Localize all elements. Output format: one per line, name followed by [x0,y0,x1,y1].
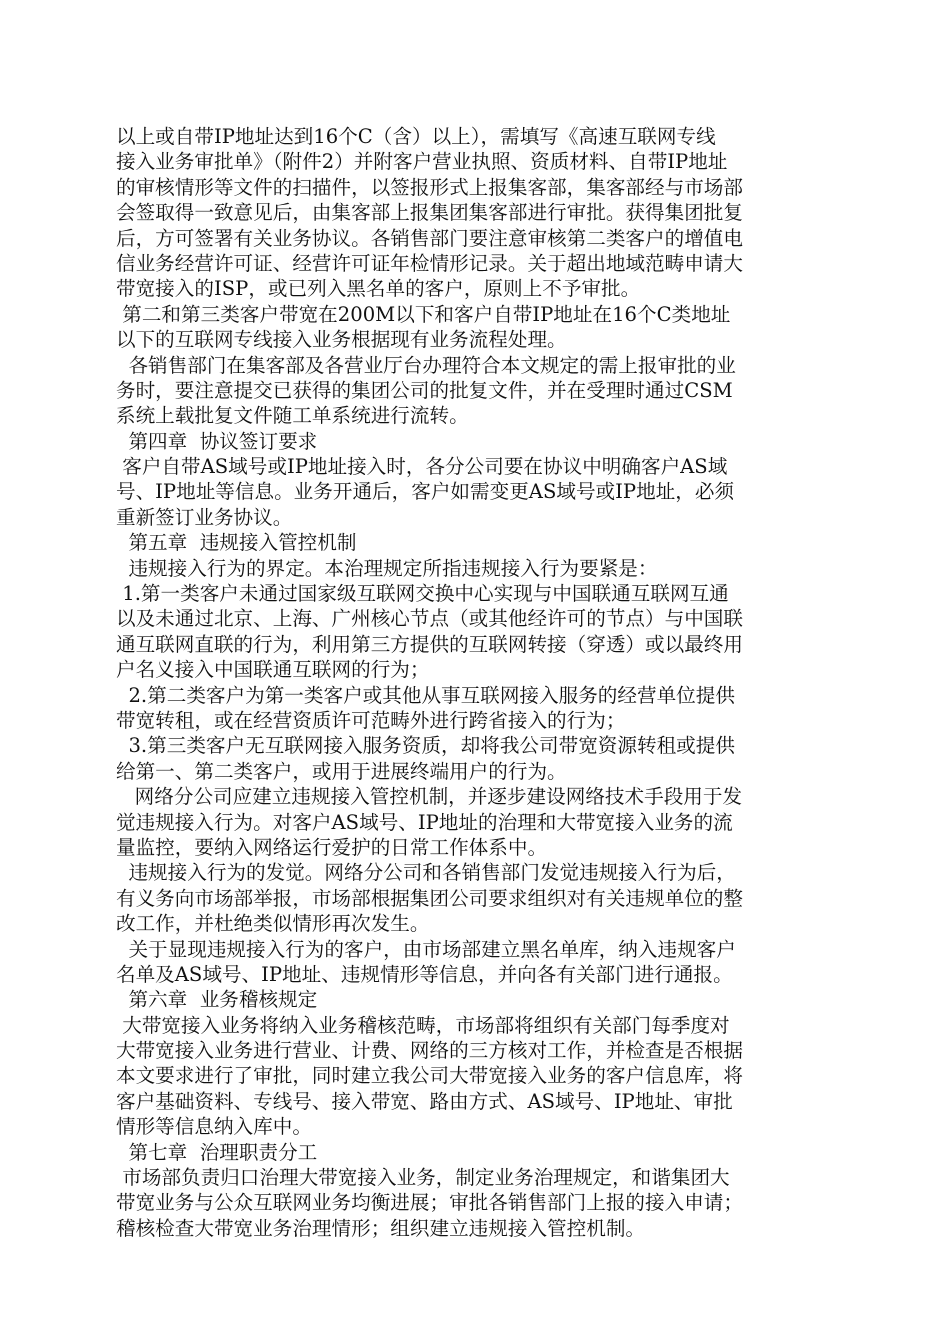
text-line: 情形等信息纳入库中。 [116,1115,312,1139]
text-line: 给第一、第二类客户，或用于进展终端用户的行为。 [116,759,567,783]
text-line: 本文要求进行了审批，同时建立我公司大带宽接入业务的客户信息库，将 [116,1064,743,1088]
text-line: 网络分公司应建立违规接入管控机制，并逐步建设网络技术手段用于发 [116,785,743,809]
list-item: 1.第一类客户未通过国家级互联网交换中心实现与中国联通互联网互通 [116,582,729,606]
chapter-heading: 第七章 治理职责分工 [116,1140,318,1164]
text-line: 客户自带AS域号或IP地址接入时，各分公司要在协议中明确客户AS域 [116,455,728,479]
text-line: 的审核情形等文件的扫描件，以签报形式上报集客部，集客部经与市场部 [116,175,743,199]
text-line: 名单及AS域号、IP地址、违规情形等信息，并向各有关部门进行通报。 [116,962,733,986]
text-line: 信业务经营许可证、经营许可证年检情形记录。关于超出地域范畴申请大 [116,251,743,275]
text-line: 客户基础资料、专线号、接入带宽、路由方式、AS域号、IP地址、审批 [116,1089,733,1113]
chapter-heading: 第四章 协议签订要求 [116,429,318,453]
text-line: 户名义接入中国联通互联网的行为； [116,658,430,682]
text-line: 改工作，并杜绝类似情形再次发生。 [116,912,430,936]
text-line: 觉违规接入行为。对客户AS域号、IP地址的治理和大带宽接入业务的流 [116,810,733,834]
text-line: 第二和第三类客户带宽在200M以下和客户自带IP地址在16个C类地址 [116,302,731,326]
text-line: 重新签订业务协议。 [116,505,293,529]
text-line: 关于显现违规接入行为的客户，由市场部建立黑名单库，纳入违规客户 [116,937,736,961]
document-body [116,124,844,1241]
text-line: 号、IP地址等信息。业务开通后，客户如需变更AS域号或IP地址，必须 [116,480,735,504]
text-line: 市场部负责归口治理大带宽接入业务，制定业务治理规定，和谐集团大 [116,1166,730,1190]
text-line: 通互联网直联的行为，利用第三方提供的互联网转接（穿透）或以最终用 [116,632,743,656]
text-line: 有义务向市场部举报，市场部根据集团公司要求组织对有关违规单位的整 [116,886,743,910]
text-line: 以下的互联网专线接入业务根据现有业务流程处理。 [116,328,567,352]
text-line: 以及未通过北京、上海、广州核心节点（或其他经许可的节点）与中国联 [116,607,743,631]
text-line: 系统上载批复文件随工单系统进行流转。 [116,404,469,428]
text-line: 各销售部门在集客部及各营业厅台办理符合本文规定的需上报审批的业 [116,353,736,377]
text-line: 带宽转租，或在经营资质许可范畴外进行跨省接入的行为； [116,708,626,732]
list-item: 3.第三类客户无互联网接入服务资质，却将我公司带宽资源转租或提供 [116,734,735,758]
text-line: 会签取得一致意见后，由集客部上报集团集客部进行审批。获得集团批复 [116,201,743,225]
text-line: 带宽接入的ISP，或已列入黑名单的客户，原则上不予审批。 [116,277,641,301]
text-line: 务时，要注意提交已获得的集团公司的批复文件，并在受理时通过CSM [116,378,733,402]
text-line: 稽核检查大带宽业务治理情形；组织建立违规接入管控机制。 [116,1216,646,1240]
chapter-heading: 第六章 业务稽核规定 [116,988,318,1012]
chapter-heading: 第五章 违规接入管控机制 [116,531,357,555]
text-line: 大带宽接入业务进行营业、计费、网络的三方核对工作，并检查是否根据 [116,1039,743,1063]
text-line: 违规接入行为的界定。本治理规定所指违规接入行为要紧是： [116,556,658,580]
text-line: 违规接入行为的发觉。网络分公司和各销售部门发觉违规接入行为后， [116,861,736,885]
text-line: 大带宽接入业务将纳入业务稽核范畴，市场部将组织有关部门每季度对 [116,1013,730,1037]
text-line: 接入业务审批单》（附件2）并附客户营业执照、资质材料、自带IP地址 [116,150,728,174]
text-line: 带宽业务与公众互联网业务均衡进展；审批各销售部门上报的接入申请； [116,1191,743,1215]
list-item: 2.第二类客户为第一类客户或其他从事互联网接入服务的经营单位提供 [116,683,735,707]
text-line: 量监控，要纳入网络运行爱护的日常工作体系中。 [116,835,548,859]
text-line: 后，方可签署有关业务协议。各销售部门要注意审核第二类客户的增值电 [116,226,743,250]
text-line: 以上或自带IP地址达到16个C（含）以上），需填写《高速互联网专线 [116,125,716,148]
